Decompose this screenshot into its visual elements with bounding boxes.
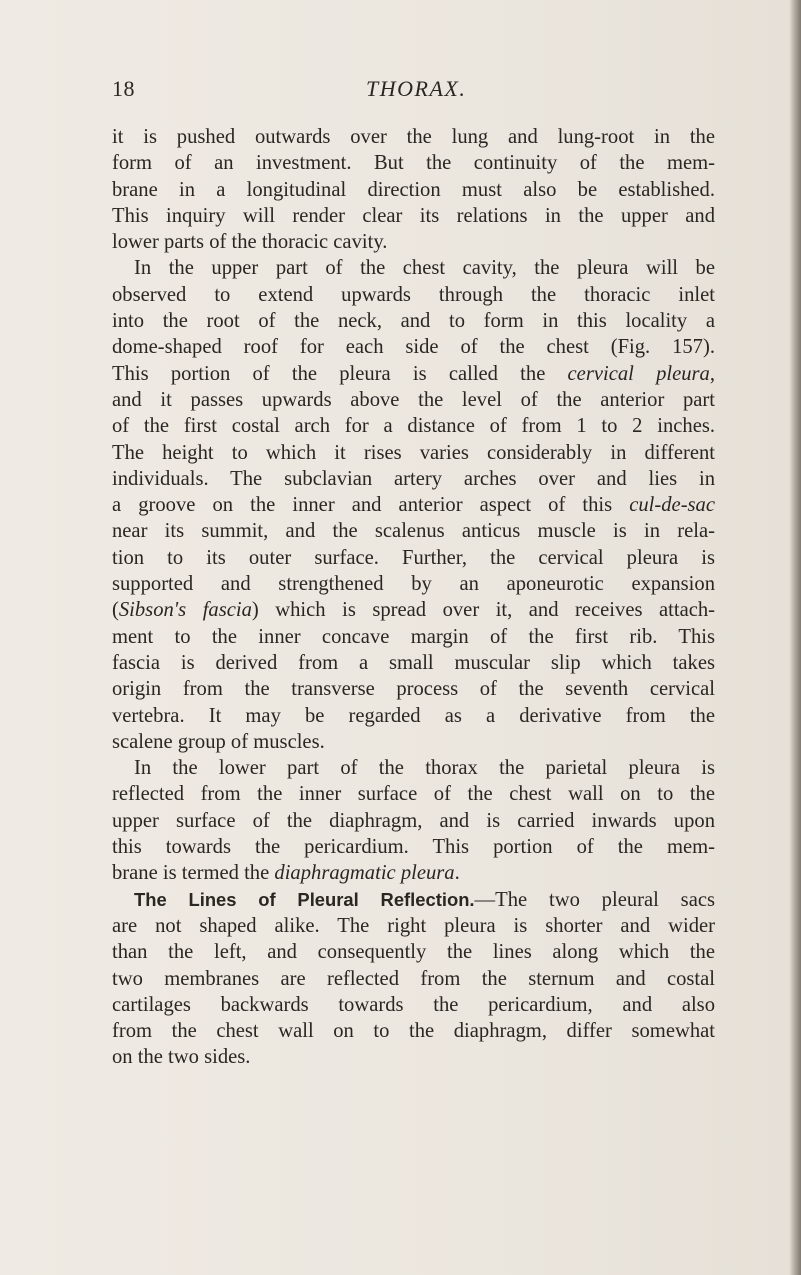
running-head: THORAX. — [366, 76, 467, 101]
text-run: This portion of the pleura is called the — [112, 362, 568, 385]
text-line: near its summit, and the scalenus anticus muscle is in rela- — [112, 520, 715, 543]
text-line — [112, 492, 715, 518]
text-line — [112, 887, 715, 913]
text-line: dome-shaped roof for each side of the chest (Fig. 157). — [112, 336, 715, 359]
text-line: this towards the pericardium. This portion of the mem- — [112, 836, 715, 859]
text-line: In the lower part of the thorax the parietal pleura is — [134, 757, 715, 780]
text-run: ( — [112, 599, 119, 622]
text-line: origin from the transverse process of the seventh cervical — [112, 678, 715, 701]
italic-term-diaphragmatic-pleura: diaphragmatic pleura — [274, 862, 455, 885]
text-run: —The two pleural sacs — [474, 888, 715, 911]
text-run: ) which is spread over it, and receives attach- — [251, 599, 715, 622]
text-line: lower parts of the thoracic cavity. — [112, 231, 388, 254]
page-number: 18 — [112, 76, 135, 101]
italic-term-sibsons-fascia: Sibson's fascia — [118, 599, 252, 622]
text-line: cartilages backwards towards the pericardium, and also — [112, 993, 715, 1016]
text-line: individuals. The subclavian artery arches over and lies in — [112, 467, 715, 490]
text-line: The height to which it rises varies considerably in different — [112, 441, 715, 464]
text-line: ment to the inner concave margin of the first rib. This — [112, 625, 715, 648]
text-line: fascia is derived from a small muscular slip which takes — [112, 651, 715, 674]
text-run: . — [454, 862, 460, 885]
text-line: on the two sides. — [112, 1046, 251, 1069]
text-line: upper surface of the diaphragm, and is carried inwards upon — [112, 809, 715, 832]
body-text — [112, 124, 715, 1071]
text-line: from the chest wall on to the diaphragm, differ somewhat — [112, 1020, 715, 1043]
italic-term-cervical-pleura: cervical pleura — [567, 362, 710, 385]
text-line: two membranes are reflected from the sternum and costal — [112, 967, 715, 990]
text-line: tion to its outer surface. Further, the cervical pleura is — [112, 546, 715, 569]
text-line: reflected from the inner surface of the chest wall on to the — [112, 783, 715, 806]
page-edge-shadow — [789, 0, 801, 1275]
text-line: In the upper part of the chest cavity, the pleura will be — [134, 257, 715, 280]
text-line: than the left, and consequently the lines along which the — [112, 941, 715, 964]
text-line: supported and strengthened by an aponeurotic expansion — [112, 573, 715, 596]
page-header — [112, 76, 712, 106]
italic-term-cul-de-sac: cul-de-sac — [629, 494, 715, 517]
text-line: observed to extend upwards through the thoracic inlet — [112, 283, 715, 306]
text-line: are not shaped alike. The right pleura is shorter and wider — [112, 914, 715, 937]
text-line — [112, 361, 715, 387]
text-line: scalene group of muscles. — [112, 730, 325, 753]
text-line — [112, 597, 715, 623]
text-line — [112, 860, 715, 886]
text-line: and it passes upwards above the level of the anterior part — [112, 388, 715, 411]
text-line: This inquiry will render clear its relations in the upper and — [112, 204, 715, 227]
text-line: into the root of the neck, and to form in this locality a — [112, 310, 715, 333]
text-line: brane in a longitudinal direction must also be established. — [112, 178, 715, 201]
section-heading-pleural-reflection: The Lines of Pleural Reflection. — [134, 888, 475, 910]
text-run: a groove on the inner and anterior aspect of this — [112, 494, 630, 517]
text-run: brane is termed the — [112, 862, 275, 885]
text-line: it is pushed outwards over the lung and lung-root in the — [112, 126, 715, 148]
text-line: of the first costal arch for a distance of from 1 to 2 inches. — [112, 415, 715, 438]
text-run: , — [709, 362, 715, 385]
text-line: form of an investment. But the continuity of the mem- — [112, 152, 715, 175]
text-line: vertebra. It may be regarded as a derivative from the — [112, 704, 715, 727]
